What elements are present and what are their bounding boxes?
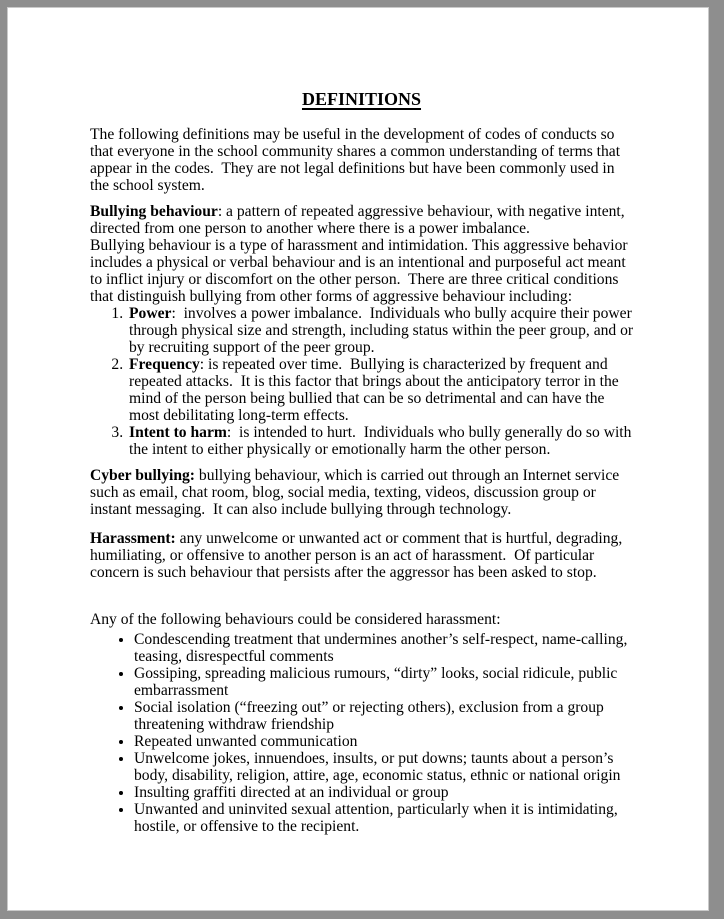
condition-term-power: Power [129, 305, 172, 322]
condition-item-frequency [127, 356, 635, 424]
harassment-behaviours-list [90, 631, 635, 835]
condition-item-intent [127, 424, 635, 458]
condition-text-intent: : is intended to hurt. Individuals who bully generally do so with the intent to either physically or emotionally harm the other person. [129, 424, 636, 458]
condition-text-power: : involves a power imbalance. Individuals who bully acquire their power through physical size and strength, including status within the peer group, and or by recruiting support of the peer group. [129, 305, 638, 356]
behaviour-item-condescending: • Condescending treatment that undermines another’s self-respect, name-calling, teasing, disrespectful comments [134, 631, 635, 665]
cyber-bullying-term: Cyber bullying: [90, 467, 195, 484]
harassment-definition-text: any unwelcome or unwanted act or comment that is hurtful, degrading, humiliating, or offensive to another person is an act of harassment. Of particular concern is such behaviour that persists after the aggressor has been asked to stop. [90, 530, 627, 581]
behaviour-item-insulting-graffiti: • Insulting graffiti directed at an individual or group [134, 784, 635, 801]
harassment-definition-paragraph [90, 530, 635, 581]
condition-term-frequency: Frequency [129, 356, 200, 373]
bullying-description-paragraph: Bullying behaviour is a type of harassment and intimidation. This aggressive behavior includes a physical or verbal behaviour and is an intentional and purposeful act meant to inflict injury or discomfort on the other person. There are three critical conditions that distinguish bullying from other forms of aggressive behaviour including: [90, 237, 632, 305]
bullying-definition-text: : a pattern of repeated aggressive behaviour, with negative intent, directed from one person to another where there is a power imbalance. [90, 203, 629, 237]
bullying-definition-section [90, 203, 638, 458]
cyber-bullying-definition-text: bullying behaviour, which is carried out through an Internet service such as email, chat room, blog, social media, texting, videos, discussion group or instant messaging. It can also include bullying through technology. [90, 467, 624, 518]
condition-item-power [127, 305, 638, 356]
document-body [90, 126, 638, 835]
behaviour-item-unwelcome-jokes: • Unwelcome jokes, innuendoes, insults, or put downs; taunts about a person’s body, disability, religion, attire, age, economic status, ethnic or national origin [134, 750, 635, 784]
document-page [7, 7, 709, 911]
behaviour-item-gossiping: • Gossiping, spreading malicious rumours, “dirty” looks, social ridicule, public embarrassment [134, 665, 635, 699]
harassment-term: Harassment: [90, 530, 176, 547]
cyber-bullying-definition-paragraph [90, 467, 635, 518]
condition-term-intent: Intent to harm [129, 424, 227, 441]
bullying-definition-paragraph [90, 203, 635, 237]
behaviour-item-sexual-attention: • Unwanted and uninvited sexual attention, particularly when it is intimidating, hostile, or offensive to the recipient. [134, 801, 635, 835]
bullying-conditions-list [90, 305, 638, 458]
behaviour-item-social-isolation: • Social isolation (“freezing out” or rejecting others), exclusion from a group threatening withdraw friendship [134, 699, 635, 733]
harassment-behaviours-intro: Any of the following behaviours could be considered harassment: [90, 611, 501, 628]
behaviour-item-repeated-communication: • Repeated unwanted communication [134, 733, 635, 750]
page-title: DEFINITIONS [301, 89, 422, 109]
condition-text-frequency: : is repeated over time. Bullying is characterized by frequent and repeated attacks. It is this factor that brings about the anticipatory terror in the mind of the person being bullied that can be so detrimental and can have the most debilitating long-term effects. [129, 356, 623, 424]
intro-paragraph: The following definitions may be useful in the development of codes of conducts so that everyone in the school community shares a common understanding of terms that appear in the codes. They are not legal definitions but have been commonly used in the school system. [90, 126, 624, 194]
bullying-term: Bullying behaviour [90, 203, 218, 220]
